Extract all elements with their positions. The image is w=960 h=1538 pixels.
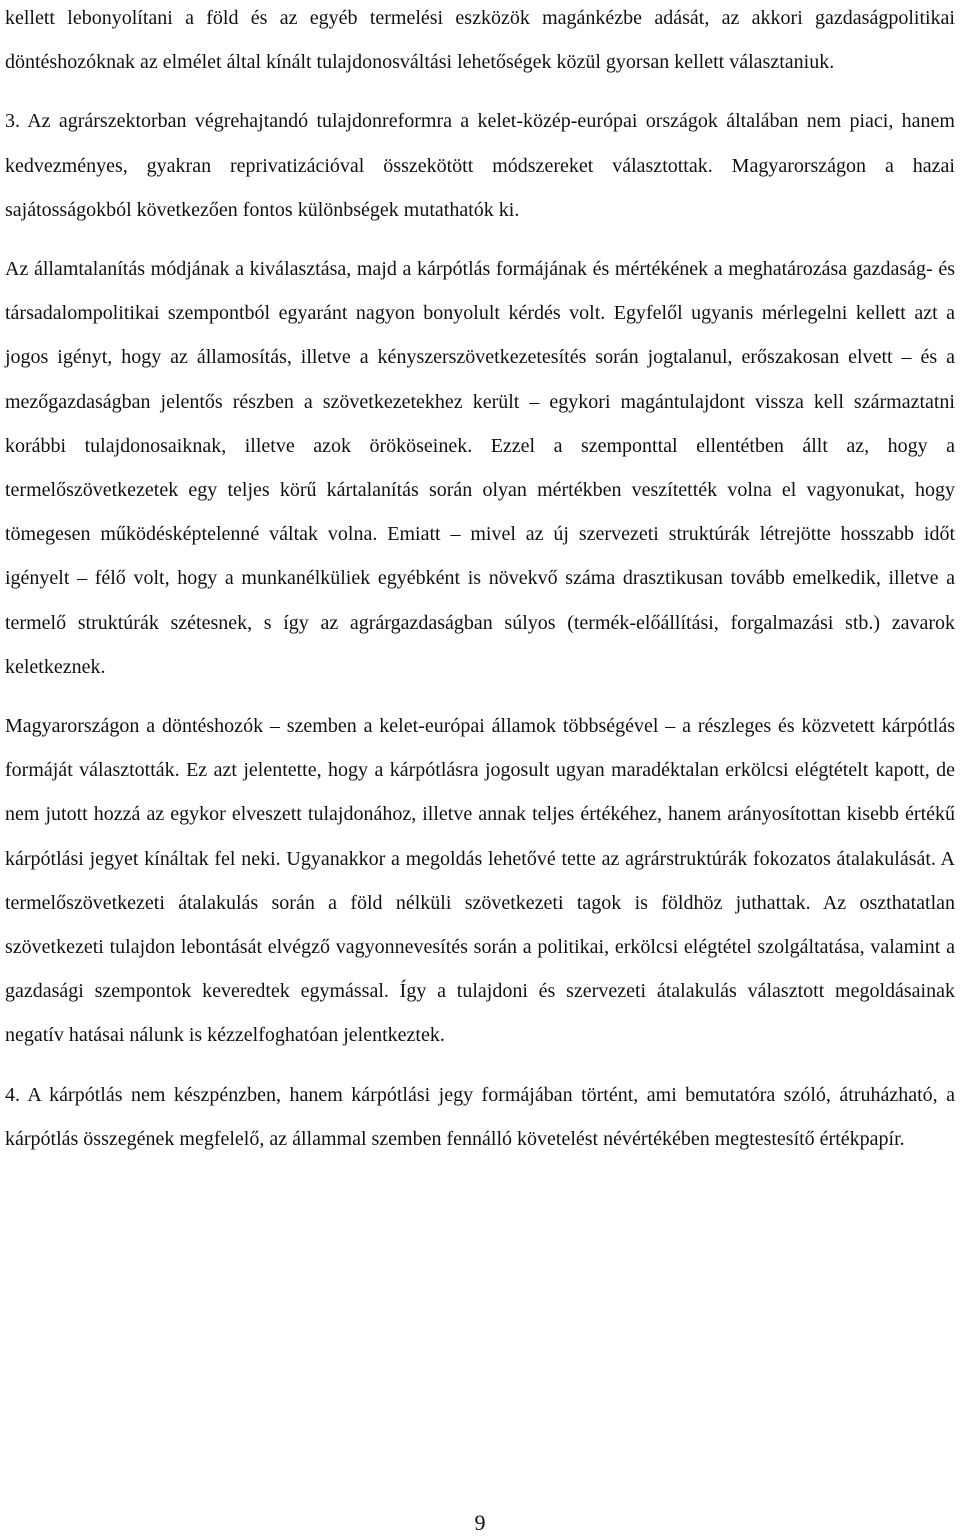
paragraph-continuation: kellett lebonyolítani a föld és az egyéb termelési eszközök magánkézbe adását, az akkori gazdaságpolitikai döntéshozóknak az elmélet által kínált tulajdonosváltási lehetőségek közül gyorsan kellett választaniuk. bbox=[5, 7, 955, 74]
paragraph-point-3: 3. Az agrárszektorban végrehajtandó tulajdonreformra a kelet-közép-európai országok általában nem piaci, hanem kedvezményes, gyakran reprivatizációval összekötött módszereket választottak. Magyarországon a hazai sajátosságokból következően fontos különbségek mutathatók ki. bbox=[5, 110, 955, 221]
paragraph-hungary-decision: Magyarországon a döntéshozók – szemben a kelet-európai államok többségével – a részleges és közvetett kárpótlás formáját választották. Ez azt jelentette, hogy a kárpótlásra jogosult ugyan maradéktalan erkölcsi elégtételt kapott, de nem jutott hozzá az egykor elveszett tulajdonához, illetve annak teljes értékéhez, hanem arányosítottan kisebb értékű kárpótlási jegyet kínáltak fel neki. Ugyanakkor a megoldás lehetővé tette az agrárstruktúrák fokozatos átalakulását. A termelőszövetkezeti átalakulás során a föld nélküli szövetkezeti tagok is földhöz juthattak. Az oszthatatlan szövetkezeti tulajdon lebontását elvégző vagyonnevesítés során a politikai, erkölcsi elégtétel szolgáltatása, valamint a gazdasági szempontok keveredtek egymással. Így a tulajdoni és szervezeti átalakulás választott megoldásainak negatív hatásai nálunk is kézzelfoghatóan jelentkeztek. bbox=[5, 715, 955, 1047]
paragraph-point-4: 4. A kárpótlás nem készpénzben, hanem kárpótlási jegy formájában történt, ami bemutatóra szóló, átruházható, a kárpótlás összegének megfelelő, az állammal szemben fennálló követelést névértékében megtestesítő értékpapír. bbox=[5, 1083, 955, 1150]
document-body bbox=[5, 0, 955, 1176]
page-number: 9 bbox=[474, 1510, 486, 1535]
paragraph-state-privatization: Az államtalanítás módjának a kiválasztása, majd a kárpótlás formájának és mértékének a meghatározása gazdaság- és társadalompolitikai szempontból egyaránt nagyon bonyolult kérdés volt. Egyfelől ugyanis mérlegelni kellett azt a jogos igényt, hogy az államosítás, illetve a kényszerszövetkezetesítés során jogtalanul, erőszakosan elvett – és a mezőgazdaságban jelentős részben a szövetkezetekhez került – egykori magántulajdont vissza kell származtatni korábbi tulajdonosaiknak, illetve azok örököseinek. Ezzel a szemponttal ellentétben állt az, hogy a termelőszövetkezetek egy teljes körű kártalanítás során olyan mértékben veszítették volna el vagyonukat, hogy tömegesen működésképtelenné váltak volna. Emiatt – mivel az új szervezeti struktúrák létrejötte hosszabb időt igényelt – félő volt, hogy a munkanélküliek egyébként is növekvő száma drasztikusan tovább emelkedik, illetve a termelő struktúrák szétesnek, s így az agrárgazdaságban súlyos (termék-előállítási, forgalmazási stb.) zavarok keletkeznek. bbox=[5, 258, 955, 678]
